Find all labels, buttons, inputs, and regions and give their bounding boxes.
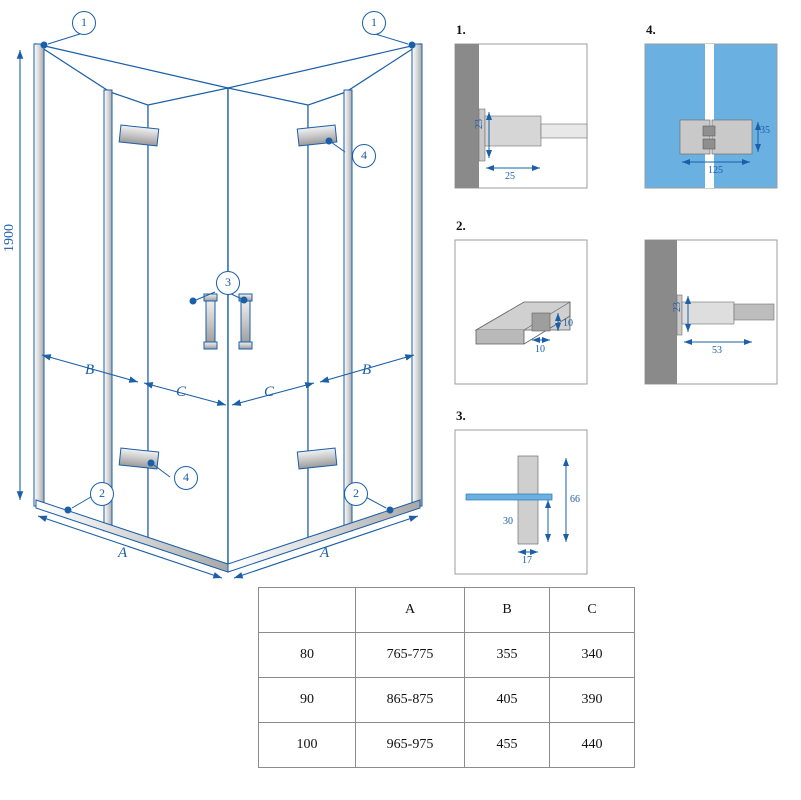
table-cell-size: 100 [259, 723, 356, 768]
table-header-row [259, 588, 635, 633]
detail-5-dim-horizontal: 53 [712, 345, 722, 356]
detail-3-number: 3. [456, 408, 466, 423]
height-dimension-label: 1900 [2, 224, 17, 252]
detail-1-dim-vertical: 23 [474, 119, 485, 129]
detail-4-dim-horizontal: 125 [708, 165, 723, 176]
detail-2-dim-horizontal: 10 [535, 344, 545, 355]
callout-1-top-right: 1 [362, 11, 386, 35]
detail-3-dim-lower: 30 [503, 516, 513, 527]
table-cell-b: 455 [465, 723, 550, 768]
detail-3-dim-total: 66 [570, 494, 580, 505]
callout-2-bottom-right: 2 [344, 482, 368, 506]
detail-5-graphic [645, 240, 777, 384]
dimension-label-c-left: C [176, 384, 187, 400]
table-cell-c: 390 [550, 678, 635, 723]
table-cell-c: 340 [550, 633, 635, 678]
dimension-label-c-right: C [264, 384, 275, 400]
callout-3-handles: 3 [216, 271, 240, 295]
table-cell-b: 355 [465, 633, 550, 678]
table-cell-c: 440 [550, 723, 635, 768]
detail-3-graphic [455, 430, 587, 574]
table-header-cell-b: B [465, 588, 550, 633]
detail-5-dim-vertical: 23 [672, 302, 683, 312]
table-header-cell-c: C [550, 588, 635, 633]
specification-table [258, 587, 635, 768]
dimension-label-b-left: B [85, 362, 95, 378]
table-header-cell-0 [259, 588, 356, 633]
dimension-label-b-right: B [362, 362, 372, 378]
callout-2-bottom-left: 2 [90, 482, 114, 506]
callout-1-top-left: 1 [72, 11, 96, 35]
detail-4-number: 4. [646, 22, 656, 37]
table-cell-a: 865-875 [356, 678, 465, 723]
detail-4-dim-vertical: 35 [760, 125, 770, 136]
detail-3-dim-width: 17 [522, 555, 532, 566]
table-cell-b: 405 [465, 678, 550, 723]
table-cell-a: 965-975 [356, 723, 465, 768]
callout-4-hinge-top: 4 [352, 144, 376, 168]
detail-2-graphic [455, 240, 587, 384]
detail-2-dim-vertical: 10 [563, 318, 573, 329]
detail-1-dim-horizontal: 25 [505, 171, 515, 182]
detail-2-number: 2. [456, 218, 466, 233]
table-row [259, 678, 635, 723]
table-row [259, 633, 635, 678]
table-cell-size: 80 [259, 633, 356, 678]
table-cell-a: 765-775 [356, 633, 465, 678]
table-header-cell-a: A [356, 588, 465, 633]
callout-4-hinge-bottom: 4 [174, 466, 198, 490]
detail-1-graphic [455, 44, 587, 188]
dimension-label-a-left: A [118, 545, 128, 561]
detail-1-number: 1. [456, 22, 466, 37]
table-row [259, 723, 635, 768]
table-cell-size: 90 [259, 678, 356, 723]
dimension-label-a-right: A [320, 545, 330, 561]
